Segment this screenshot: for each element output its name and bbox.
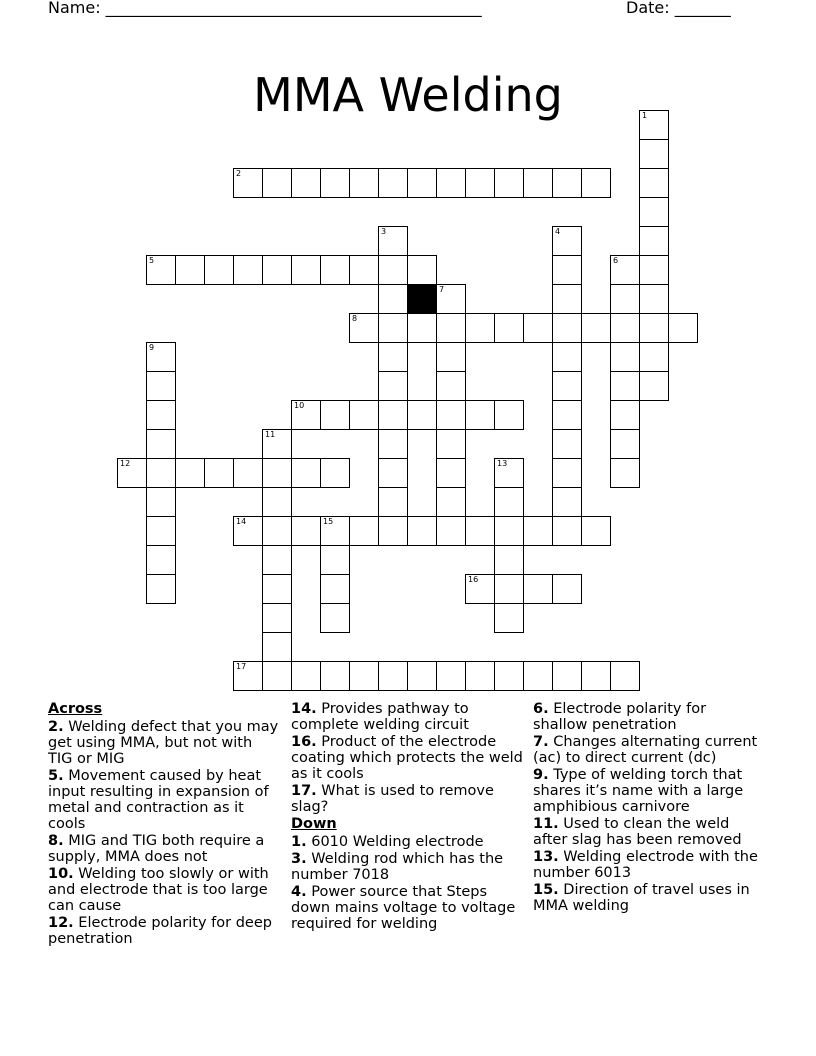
- grid-cell[interactable]: [639, 197, 669, 227]
- grid-cell[interactable]: [552, 574, 582, 604]
- grid-cell[interactable]: [175, 255, 205, 285]
- clues-column-2: [291, 701, 523, 933]
- grid-cell[interactable]: [610, 458, 640, 488]
- clue-item-text: Welding rod which has the number 7018: [291, 851, 504, 883]
- grid-cell[interactable]: [581, 313, 611, 343]
- grid-cell[interactable]: [610, 284, 640, 314]
- grid-cell[interactable]: [378, 458, 408, 488]
- grid-cell[interactable]: [610, 400, 640, 430]
- clue-heading: Down: [291, 816, 337, 832]
- clue-item: [48, 768, 280, 832]
- clue-number: 16: [468, 575, 479, 584]
- clue-number: 17: [236, 662, 247, 671]
- grid-cell[interactable]: [146, 342, 176, 372]
- grid-cell[interactable]: [320, 516, 350, 546]
- clue-item: [291, 734, 523, 782]
- clue-item-number: 12.: [48, 915, 74, 931]
- grid-cell[interactable]: [523, 516, 553, 546]
- clue-number: 14: [236, 517, 247, 526]
- grid-cell[interactable]: [494, 603, 524, 633]
- clue-item-number: 5.: [48, 768, 64, 784]
- grid-cell[interactable]: [378, 168, 408, 198]
- grid-cell[interactable]: [233, 168, 263, 198]
- clue-item-text: Movement caused by heat input resulting in expansion of metal and contraction as it cools: [48, 768, 269, 832]
- clue-item: [291, 701, 523, 733]
- grid-cell[interactable]: [552, 255, 582, 285]
- grid-cell[interactable]: [407, 400, 437, 430]
- clue-item-number: 9.: [533, 767, 549, 783]
- grid-cell[interactable]: [233, 516, 263, 546]
- grid-cell[interactable]: [262, 429, 292, 459]
- clue-number: 5: [149, 256, 155, 265]
- grid-cell[interactable]: [291, 458, 321, 488]
- grid-cell[interactable]: [523, 168, 553, 198]
- grid-cell[interactable]: [639, 371, 669, 401]
- clue-item-number: 10.: [48, 866, 74, 882]
- clue-item: [533, 882, 765, 914]
- clue-item-number: 15.: [533, 882, 559, 898]
- clue-item: [533, 734, 765, 766]
- grid-cell[interactable]: [552, 342, 582, 372]
- clue-item-number: 11.: [533, 816, 559, 832]
- clue-number: 1: [642, 111, 648, 120]
- clue-number: 2: [236, 169, 242, 178]
- grid-cell[interactable]: [494, 661, 524, 691]
- clue-item: [48, 915, 280, 947]
- grid-cell[interactable]: [262, 458, 292, 488]
- grid-cell[interactable]: [639, 110, 669, 140]
- clue-item-text: What is used to remove slag?: [291, 783, 494, 815]
- grid-cell[interactable]: [436, 400, 466, 430]
- grid-cell[interactable]: [436, 313, 466, 343]
- grid-cell[interactable]: [436, 429, 466, 459]
- clue-item-text: MIG and TIG both require a supply, MMA does not: [48, 833, 265, 865]
- clue-item-number: 16.: [291, 734, 317, 750]
- clue-item-number: 13.: [533, 849, 559, 865]
- clue-number: 3: [381, 227, 387, 236]
- clue-item-number: 1.: [291, 834, 307, 850]
- grid-cell[interactable]: [291, 168, 321, 198]
- page-title: MMA Welding: [253, 67, 563, 122]
- clue-number: 12: [120, 459, 131, 468]
- grid-cell[interactable]: [494, 545, 524, 575]
- grid-cell[interactable]: [552, 400, 582, 430]
- grid-cell[interactable]: [523, 313, 553, 343]
- grid-cell[interactable]: [407, 168, 437, 198]
- grid-cell[interactable]: [465, 574, 495, 604]
- clue-heading: Across: [48, 701, 103, 717]
- grid-cell[interactable]: [378, 487, 408, 517]
- grid-cell[interactable]: [610, 429, 640, 459]
- grid-cell[interactable]: [378, 313, 408, 343]
- grid-cell[interactable]: [262, 168, 292, 198]
- clue-item: [291, 834, 523, 850]
- grid-cell[interactable]: [552, 487, 582, 517]
- clue-item-number: 2.: [48, 719, 64, 735]
- grid-cell[interactable]: [146, 458, 176, 488]
- grid-cell[interactable]: [436, 168, 466, 198]
- name-field-label[interactable]: Name: _______________________________________________: [48, 0, 482, 17]
- clue-item-text: Provides pathway to complete welding circuit: [291, 701, 469, 733]
- grid-cell[interactable]: [494, 400, 524, 430]
- clue-number: 7: [439, 285, 445, 294]
- grid-cell[interactable]: [146, 429, 176, 459]
- clue-item-text: Product of the electrode coating which protects the weld as it cools: [291, 734, 523, 782]
- grid-cell[interactable]: [552, 458, 582, 488]
- grid-cell[interactable]: [204, 255, 234, 285]
- grid-cell[interactable]: [523, 661, 553, 691]
- grid-cell[interactable]: [320, 545, 350, 575]
- grid-cell[interactable]: [552, 661, 582, 691]
- grid-cell[interactable]: [233, 661, 263, 691]
- grid-cell[interactable]: [407, 661, 437, 691]
- clue-item-text: 6010 Welding electrode: [306, 834, 484, 850]
- grid-cell[interactable]: [175, 458, 205, 488]
- grid-black-cell: [407, 284, 437, 314]
- clue-item: [533, 701, 765, 733]
- clue-item: [533, 849, 765, 881]
- grid-cell[interactable]: [639, 342, 669, 372]
- clue-number: 11: [265, 430, 276, 439]
- grid-cell[interactable]: [146, 516, 176, 546]
- grid-cell[interactable]: [320, 574, 350, 604]
- grid-cell[interactable]: [378, 516, 408, 546]
- clue-item-text: Electrode polarity for deep penetration: [48, 915, 272, 947]
- grid-cell[interactable]: [639, 284, 669, 314]
- clue-number: 15: [323, 517, 334, 526]
- clue-item-text: Type of welding torch that shares it’s name with a large amphibious carnivore: [533, 767, 744, 815]
- clue-item-number: 8.: [48, 833, 64, 849]
- clue-item-text: Power source that Steps down mains voltage to voltage required for welding: [291, 884, 516, 932]
- grid-cell[interactable]: [639, 168, 669, 198]
- grid-cell[interactable]: [552, 371, 582, 401]
- grid-cell[interactable]: [262, 545, 292, 575]
- grid-cell[interactable]: [117, 458, 147, 488]
- clue-item: [533, 767, 765, 815]
- clue-item: [48, 866, 280, 914]
- grid-cell[interactable]: [465, 313, 495, 343]
- grid-cell[interactable]: [291, 516, 321, 546]
- grid-cell[interactable]: [465, 168, 495, 198]
- grid-cell[interactable]: [262, 603, 292, 633]
- grid-cell[interactable]: [291, 661, 321, 691]
- grid-cell[interactable]: [320, 400, 350, 430]
- grid-cell[interactable]: [204, 458, 234, 488]
- clues-column-3: [533, 701, 765, 915]
- grid-cell[interactable]: [320, 458, 350, 488]
- clue-item-text: Welding defect that you may get using MMA, but not with TIG or MIG: [48, 719, 279, 767]
- clue-item-text: Used to clean the weld after slag has been removed: [533, 816, 742, 848]
- grid-cell[interactable]: [407, 255, 437, 285]
- clue-number: 13: [497, 459, 508, 468]
- grid-cell[interactable]: [349, 168, 379, 198]
- grid-cell[interactable]: [320, 603, 350, 633]
- grid-cell[interactable]: [610, 342, 640, 372]
- grid-cell[interactable]: [465, 516, 495, 546]
- grid-cell[interactable]: [146, 545, 176, 575]
- grid-cell[interactable]: [291, 255, 321, 285]
- grid-cell[interactable]: [494, 168, 524, 198]
- grid-cell[interactable]: [146, 255, 176, 285]
- grid-cell[interactable]: [407, 313, 437, 343]
- grid-cell[interactable]: [349, 400, 379, 430]
- grid-cell[interactable]: [262, 632, 292, 662]
- clue-item: [291, 884, 523, 932]
- grid-cell[interactable]: [552, 284, 582, 314]
- grid-cell[interactable]: [407, 516, 437, 546]
- grid-cell[interactable]: [552, 226, 582, 256]
- clue-item: [533, 816, 765, 848]
- grid-cell[interactable]: [494, 574, 524, 604]
- grid-cell[interactable]: [436, 661, 466, 691]
- grid-cell[interactable]: [349, 516, 379, 546]
- grid-cell[interactable]: [436, 342, 466, 372]
- grid-cell[interactable]: [349, 661, 379, 691]
- grid-cell[interactable]: [320, 255, 350, 285]
- grid-cell[interactable]: [610, 661, 640, 691]
- grid-cell[interactable]: [581, 168, 611, 198]
- grid-cell[interactable]: [465, 400, 495, 430]
- grid-cell[interactable]: [262, 255, 292, 285]
- grid-cell[interactable]: [494, 516, 524, 546]
- clue-item-text: Changes alternating current (ac) to direct current (dc): [533, 734, 758, 766]
- grid-cell[interactable]: [233, 255, 263, 285]
- grid-cell[interactable]: [146, 574, 176, 604]
- grid-cell[interactable]: [349, 313, 379, 343]
- grid-cell[interactable]: [552, 516, 582, 546]
- grid-cell[interactable]: [262, 574, 292, 604]
- grid-cell[interactable]: [378, 429, 408, 459]
- clue-item-text: Electrode polarity for shallow penetration: [533, 701, 707, 733]
- grid-cell[interactable]: [146, 371, 176, 401]
- grid-cell[interactable]: [552, 429, 582, 459]
- date-field-label[interactable]: Date: _______: [626, 0, 731, 17]
- clue-number: 9: [149, 343, 155, 352]
- grid-cell[interactable]: [639, 255, 669, 285]
- clue-item-number: 6.: [533, 701, 549, 717]
- grid-cell[interactable]: [378, 342, 408, 372]
- clue-item-text: Welding too slowly or with and electrode that is too large can cause: [48, 866, 269, 914]
- grid-cell[interactable]: [639, 313, 669, 343]
- grid-cell[interactable]: [639, 226, 669, 256]
- clue-item: [291, 851, 523, 883]
- clue-item-number: 4.: [291, 884, 307, 900]
- grid-cell[interactable]: [494, 313, 524, 343]
- clue-item: [48, 719, 280, 767]
- grid-cell[interactable]: [262, 661, 292, 691]
- clue-number: 4: [555, 227, 561, 236]
- grid-cell[interactable]: [262, 487, 292, 517]
- grid-cell[interactable]: [262, 516, 292, 546]
- grid-cell[interactable]: [552, 313, 582, 343]
- grid-cell[interactable]: [233, 458, 263, 488]
- grid-cell[interactable]: [581, 516, 611, 546]
- grid-cell[interactable]: [378, 284, 408, 314]
- grid-cell[interactable]: [436, 516, 466, 546]
- clue-item: [291, 783, 523, 815]
- clue-item-text: Direction of travel uses in MMA welding: [533, 882, 750, 914]
- clues-column-1: [48, 701, 280, 948]
- grid-cell[interactable]: [320, 168, 350, 198]
- grid-cell[interactable]: [436, 371, 466, 401]
- grid-cell[interactable]: [378, 371, 408, 401]
- grid-cell[interactable]: [320, 661, 350, 691]
- grid-cell[interactable]: [494, 487, 524, 517]
- grid-cell[interactable]: [465, 661, 495, 691]
- grid-cell[interactable]: [146, 400, 176, 430]
- grid-cell[interactable]: [378, 661, 408, 691]
- grid-cell[interactable]: [378, 400, 408, 430]
- grid-cell[interactable]: [610, 255, 640, 285]
- clue-number: 6: [613, 256, 619, 265]
- grid-cell[interactable]: [436, 458, 466, 488]
- clue-item-number: 17.: [291, 783, 317, 799]
- grid-cell[interactable]: [494, 458, 524, 488]
- grid-cell[interactable]: [291, 400, 321, 430]
- grid-cell[interactable]: [523, 574, 553, 604]
- grid-cell[interactable]: [639, 139, 669, 169]
- grid-cell[interactable]: [349, 255, 379, 285]
- clue-number: 10: [294, 401, 305, 410]
- clue-item-number: 14.: [291, 701, 317, 717]
- grid-cell[interactable]: [581, 661, 611, 691]
- grid-cell[interactable]: [610, 371, 640, 401]
- clue-item: [48, 833, 280, 865]
- grid-cell[interactable]: [378, 255, 408, 285]
- grid-cell[interactable]: [436, 487, 466, 517]
- grid-cell[interactable]: [552, 168, 582, 198]
- grid-cell[interactable]: [436, 284, 466, 314]
- grid-cell[interactable]: [146, 487, 176, 517]
- clue-item-number: 7.: [533, 734, 549, 750]
- clue-number: 8: [352, 314, 358, 323]
- grid-cell[interactable]: [668, 313, 698, 343]
- clue-item-number: 3.: [291, 851, 307, 867]
- grid-cell[interactable]: [610, 313, 640, 343]
- grid-cell[interactable]: [378, 226, 408, 256]
- clue-item-text: Welding electrode with the number 6013: [533, 849, 758, 881]
